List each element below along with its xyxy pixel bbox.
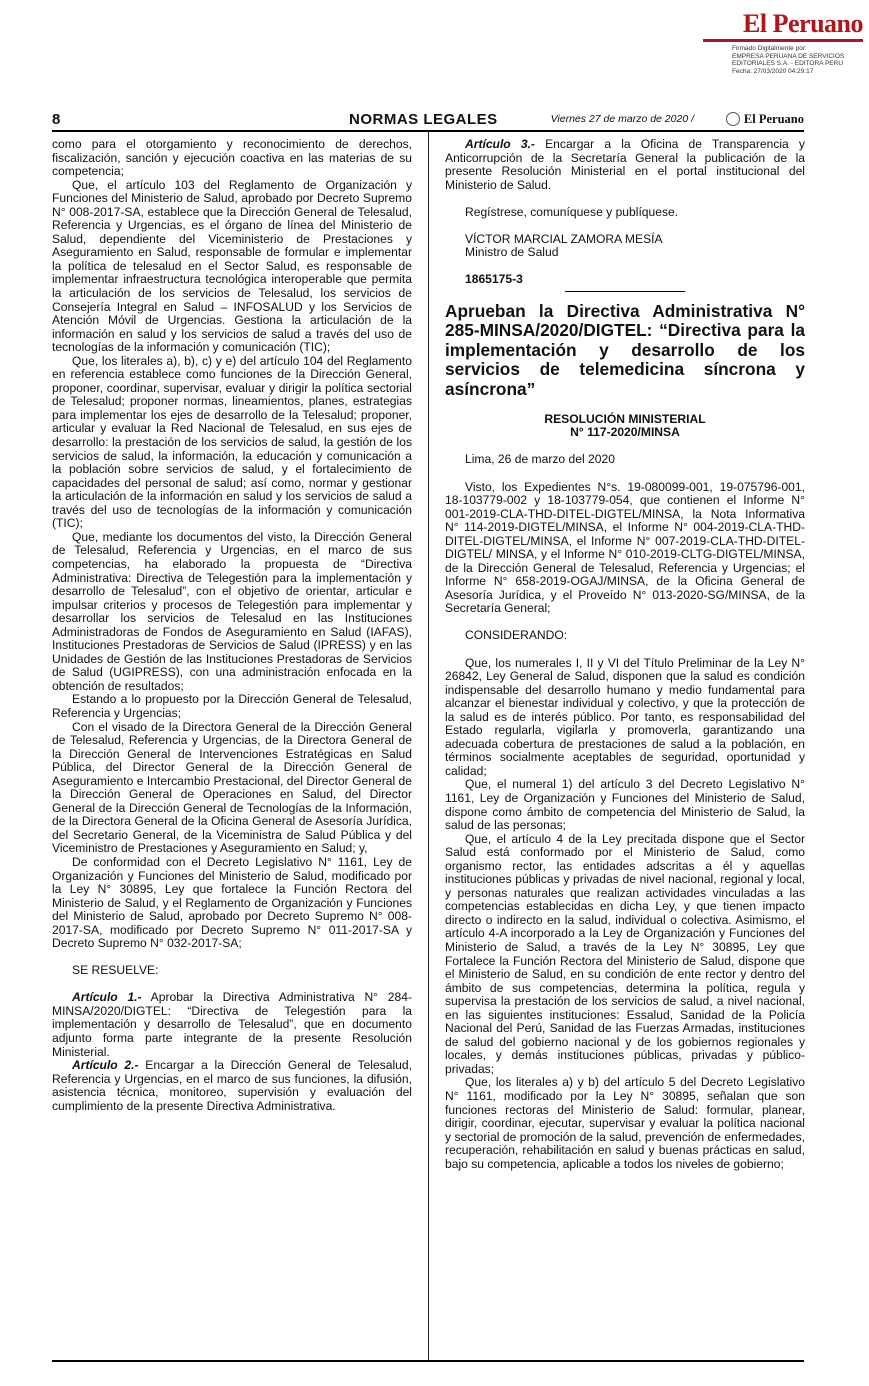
separator-rule (565, 291, 685, 292)
article-label: Artículo 1.- (72, 990, 142, 1005)
signature-line: EMPRESA PERUANA DE SERVICIOS (732, 52, 845, 60)
paragraph: Que, el artículo 4 de la Ley precitada dispone que el Sector Salud está conformado por el Ministerio de Salud, como organismo rector, las entidades adscritas a él y aquellas instituciones públicas y privadas de nivel nacional, regional y local, y personas naturales que realizan actividades vinculadas a las competencias establecidas en dicha Ley, y que tienen impacto directo o indirecto en la salud, individual o colectiva. Asimismo, el artículo 4-A incorporado a la Ley de Organización y Funciones del Ministerio de Salud, a través de la Ley N° 30895, Ley que Fortalece la Función Rectora del Ministerio de Salud, dispone que el Ministerio de Salud, en su condición de ente rector y dentro del ámbito de sus competencias, determina la política, regula y supervisa la prestación de los servicios de salud, a nivel nacional, en las siguientes instituciones: Essalud, Sanidad de la Policía Nacional del Perú, Sanidad de las Fuerzas Armadas, instituciones de salud del gobierno nacional y de los gobiernos regionales y locales, y demás instituciones públicas, privadas y público-privadas; (445, 831, 805, 1076)
article-text: Encargar a la Oficina de Transparencia y Anticorrupción de la Secretaría General la publicación de la presente Resolución Ministerial en el portal institucional del Ministerio de Salud. (445, 137, 805, 192)
paragraph: Que, los literales a) y b) del artículo 5 del Decreto Legislativo N° 1161, modificado por la Ley N° 30895, señalan que son funciones rectoras del Ministerio de Salud: formular, planear, dirigir, coordinar, ejecutar, supervisar y evaluar la política nacional y sectorial de promoción de la salud, prevención de enfermedades, recuperación, rehabilitación en salud y buenas prácticas en salud, bajo su competencia, aplicable a todos los niveles de gobierno; (445, 1075, 805, 1171)
bottom-rule (52, 1360, 804, 1362)
el-peruano-logo (703, 10, 863, 42)
article-3 (445, 138, 805, 192)
paragraph: Que, mediante los documentos del visto, la Dirección General de Telesalud, Referencia y Urgencias, en el marco de sus competencias, ha elaborado la propuesta de “Directiva Administrativa: Directiva de Telegestión para la implementación y desarrollo de Telesalud”, con el objetivo de orientar, articular e impulsar criterios y procesos de Telegestión para implementar y desarrollar los servicios de Telesalud en las Instituciones Administradoras de Fondos de Aseguramiento en Salud (IAFAS), Instituciones Prestadoras de Servicios de Salud (IPRESS) y en las Unidades de Gestión de las Instituciones Prestadoras de Servicios de Salud (UGIPRESS), con una administración enfocada en la obtención de resultados; (52, 529, 412, 693)
brand-name: El Peruano (743, 9, 863, 38)
issue-date: Viernes 27 de marzo de 2020 / (550, 113, 694, 125)
closing-formula: Regístrese, comuníquese y publíquese. (465, 204, 679, 219)
paragraph: Estando a lo propuesto por la Dirección General de Telesalud, Referencia y Urgencias; (52, 692, 412, 720)
coat-of-arms-icon (726, 112, 740, 126)
article-text: Aprobar la Directiva Administrativa N° 284-MINSA/2020/DIGTEL: “Directiva de Telegestión para la implementación y desarrollo de Telesalud”, que en documento adjunto forma parte integrante de la presente Resolución Ministerial. (52, 990, 412, 1059)
signature-line: EDITORIALES S.A. - EDITORA PERU (732, 60, 844, 67)
paragraph: Que, los literales a), b), c) y e) del artículo 104 del Reglamento en referencia establece como funciones de la Dirección General, proponer, coordinar, supervisar, evaluar y dirigir la política sectorial de Telesalud; proponer normas, lineamientos, planes, estrategias para implementar los ejes de desarrollo de la Telesalud; proponer, articular y evaluar la Red Nacional de Telesalud, en sus ejes de desarrollo: la prestación de los servicios de salud, la gestión de los servicios de salud, la información, la educación y comunicación a la población sobre servicios de salud, y el fortalecimiento de capacidades del personal de salud; así como, normar y gestionar la articulación de la información en salud y los servicios de salud a través del uso de tecnologías de la información y comunicación (TIC); (52, 353, 412, 531)
right-column (445, 138, 805, 1171)
paragraph: Que, el numeral 1) del artículo 3 del Decreto Legislativo N° 1161, Ley de Organización y Funciones del Ministerio de Salud, dispone como ámbito de competencia del Ministerio de Salud, la salud de las personas; (445, 777, 805, 833)
section-title: NORMAS LEGALES (349, 110, 498, 128)
paragraph: Que, el artículo 103 del Reglamento de Organización y Funciones del Ministerio de Salud, aprobado por Decreto Supremo N° 008-2017-SA, establece que la Dirección General de Telesalud, Referencia y Urgencias, es el órgano de línea del Ministerio de Salud, dependiente del Viceministerio de Prestaciones y Aseguramiento en Salud, responsable de formular e implementar la política de telesalud en el Sector Salud, es responsable de implementar infraestructura tecnológica interoperable que permita la articulación de los servicios de Telesalud, los servicios de Consejería Integral en Salud – INFOSALUD y los Servicios de Atención Móvil de Urgencias. Gestiona la articulación de la información en salud y los servicios de salud a través del uso de tecnologías de la información y comunicación (TIC); (52, 177, 412, 355)
paragraph: Que, los numerales I, II y VI del Título Preliminar de la Ley N° 26842, Ley General de Salud, disponen que la salud es condición indispensable del desarrollo humano y medio fundamental para alcanzar el bienestar individual y colectivo, y que la protección de la salud es de interés público. Por tanto, es responsabilidad del Estado regularla, vigilarla y promoverla, garantizando una adecuada cobertura de prestaciones de salud a la población, en términos socialmente aceptables de seguridad, oportunidad y calidad; (445, 655, 805, 778)
signer-role: Ministro de Salud (465, 245, 559, 260)
header-brand (726, 112, 804, 127)
article-2 (52, 1059, 412, 1113)
considerando-heading: CONSIDERANDO: (465, 628, 568, 643)
brand-bar (703, 39, 863, 42)
page-number: 8 (52, 110, 61, 128)
signature-line: Fecha: 27/03/2020 04:29:17 (732, 67, 814, 75)
paragraph: como para el otorgamiento y reconocimiento de derechos, fiscalización, sanción y ejecución coactiva en las materias de su competencia; (52, 137, 412, 179)
place-date: Lima, 26 de marzo del 2020 (465, 452, 615, 467)
article-text: Encargar a la Dirección General de Telesalud, Referencia y Urgencias, en el marco de sus funciones, la difusión, asistencia técnica, monitoreo, supervisión y evaluación del cumplimiento de la presente Directiva Administrativa. (52, 1058, 412, 1113)
resolution-headline: Aprueban la Directiva Administrativa N° 285-MINSA/2020/DIGTEL: “Directiva para la implementación y desarrollo de los servicios de telemedicina síncrona y asíncrona” (445, 300, 805, 399)
digital-signature-note (732, 45, 862, 75)
paragraph: Con el visado de la Directora General de la Dirección General de Telesalud, Referencia y Urgencias, de la Directora General de la Dirección General de Intervenciones Estratégicas en Salud Pública, del Director General de la Dirección General de Aseguramiento e Intercambio Prestacional, del Director General de la Dirección General de Operaciones en Salud, del Director General de la Dirección General de Tecnologías de la Información, de la Directora General de la Oficina General de Asesoría Jurídica, del Secretario General, de la Viceministra de Salud Pública y del Viceministro de Prestaciones y Aseguramiento en Salud; y, (52, 719, 412, 856)
header-brand-name: El Peruano (743, 111, 804, 126)
resolution-title: RESOLUCIÓN MINISTERIAL (544, 411, 706, 426)
column-divider (428, 132, 429, 1360)
paragraph: Visto, los Expedientes N°s. 19-080099-001, 19-075796-001, 18-103779-002 y 18-103779-054, que contienen el Informe N° 001-2019-CLA-THD-DITEL-DIGTEL/MINSA, la Nota Informativa N° 114-2019-DIGTEL/MINSA, el Informe N° 004-2019-CLA-THD-DITEL-DIGTEL/MINSA, el Informe N° 007-2019-CLA-THD-DITEL-DIGTEL/ MINSA, y el Informe N° 010-2019-CLTG-DIGTEL/MINSA, de la Dirección General de Telesalud, Referencia y Urgencias; el Informe N° 658-2019-OGAJ/MINSA, de la Oficina General de Asesoría Jurídica, y el Proveído N° 013-2020-SG/MINSA, de la Secretaría General; (445, 479, 805, 616)
signer-name: VÍCTOR MARCIAL ZAMORA MESÍA (465, 231, 663, 246)
article-label: Artículo 2.- (72, 1058, 139, 1073)
resolution-number: N° 117-2020/MINSA (570, 425, 680, 440)
paragraph: De conformidad con el Decreto Legislativo N° 1161, Ley de Organización y Funciones del Ministerio de Salud, modificado por la Ley N° 30895, Ley que fortalece la Función Rectora del Ministerio de Salud, y el Reglamento de Organización y Funciones del Ministerio de Salud, aprobado por Decreto Supremo N° 008-2017-SA, modificado por Decreto Supremo N° 011-2017-SA y Decreto Supremo N° 032-2017-SA; (52, 854, 412, 951)
left-column (52, 138, 412, 1113)
page-header (52, 108, 804, 132)
article-label: Artículo 3.- (465, 137, 535, 151)
publication-code: 1865175-3 (465, 272, 523, 287)
resolve-heading: SE RESUELVE: (72, 963, 159, 978)
article-1 (52, 991, 412, 1059)
signature-line: Firmado Digitalmente por: (732, 45, 807, 52)
